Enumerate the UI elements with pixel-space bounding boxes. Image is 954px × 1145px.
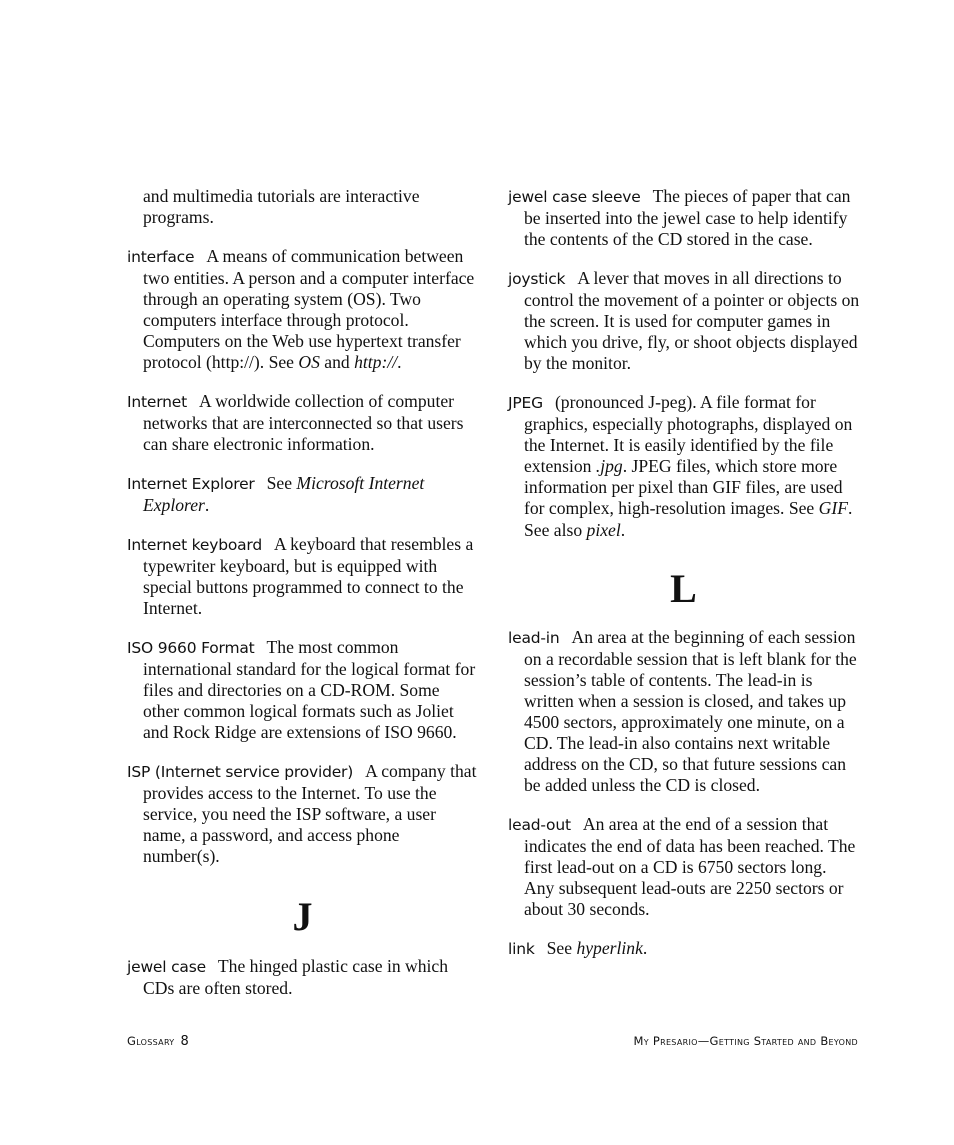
glossary-entry-iso-9660: ISO 9660 Format The most common international standard for the logical format for files and directories on a CD-ROM. Some other common logical formats such as Joliet and Rock Ridge are extensions of ISO 9660. [127, 636, 476, 742]
cross-reference: .jpg [595, 456, 623, 477]
glossary-entry-link: link See hyperlink. [508, 938, 648, 958]
page-number: 8 [180, 1034, 190, 1049]
entry-term: link [508, 940, 535, 958]
cross-reference: pixel [586, 519, 621, 540]
glossary-entry-joystick: joystick A lever that moves in all directions to control the movement of a pointer or objects on the screen. It is used for computer games in which you drive, fly, or shoot objects displayed by the monitor. [508, 267, 860, 374]
entry-term: lead-in [508, 628, 560, 647]
cross-reference: GIF [818, 498, 848, 519]
cross-reference: hyperlink [576, 938, 643, 958]
left-column [127, 186, 479, 1008]
cross-reference: OS [298, 352, 320, 373]
glossary-entry-jewel-case: jewel case The hinged plastic case in which CDs are often stored. [127, 956, 449, 999]
glossary-entry-interface: interface A means of communication between two entities. A person and a computer interface through an operating system (OS). Two computers interface through protocol. Computers on the Web use hypertext transfer protocol (http://). See OS and http://. [127, 245, 475, 373]
footer-book-title: My Presario—Getting Started and Beyond [633, 1034, 858, 1048]
section-letter-j: J [292, 894, 314, 940]
glossary-entry-jewel-case-sleeve: jewel case sleeve The pieces of paper that can be inserted into the jewel case to help identify the contents of the CD stored in the case. [508, 186, 851, 250]
entry-term: ISP (Internet service provider) [127, 762, 354, 781]
cross-reference: http:// [354, 352, 398, 373]
entry-term: lead-out [508, 815, 571, 834]
entry-term: ISO 9660 Format [127, 638, 255, 657]
glossary-entry-internet: Internet A worldwide collection of computer networks that are interconnected so that users can share electronic information. [127, 390, 464, 455]
cross-reference: Microsoft Internet Explorer [143, 472, 425, 515]
glossary-entry-internet-keyboard: Internet keyboard A keyboard that resembles a typewriter keyboard, but is equipped with special buttons programmed to connect to the Internet. [127, 533, 474, 618]
glossary-entry-jpeg: JPEG (pronounced J-peg). A file format for graphics, especially photographs, displayed on the Internet. It is easily identified by the file extension .jpg. JPEG files, which store more information per pixel than GIF files, are used for complex, high-resolution images. See GIF. See also pixel. [508, 391, 853, 540]
entry-term: Internet keyboard [127, 535, 262, 554]
entry-term: jewel case sleeve [508, 188, 641, 206]
footer-glossary-label: Glossary [127, 1034, 175, 1048]
entry-term: interface [127, 247, 195, 266]
glossary-entry-lead-out: lead-out An area at the end of a session that indicates the end of data has been reached. The first lead-out on a CD is 6750 sectors long. Any subsequent lead-outs are 2250 sectors or about 30 seconds. [508, 813, 856, 920]
continuation-text: and multimedia tutorials are interactive programs. [143, 186, 420, 228]
entry-term: JPEG [508, 393, 543, 412]
entry-term: joystick [508, 269, 566, 288]
footer-section-label [127, 1034, 189, 1049]
right-column [508, 186, 860, 969]
entry-term: Internet Explorer [127, 474, 255, 493]
glossary-entry-internet-explorer: Internet Explorer See Microsoft Internet Explorer. [127, 472, 425, 515]
glossary-entry-isp: ISP (Internet service provider) A company that provides access to the Internet. To use the service, you need the ISP software, a user name, a password, and access phone number(s). [127, 760, 477, 866]
entry-term: jewel case [127, 958, 206, 977]
section-letter-l: L [670, 565, 698, 611]
glossary-entry-lead-in: lead-in An area at the beginning of each session on a recordable session that is left blank for the session’s table of contents. The lead-in is written when a session is closed, and takes up 4500 sectors, approximately one minute, on a CD. The lead-in also contains next writable address on the CD, so that future sessions can be added unless the CD is closed. [508, 626, 857, 796]
entry-term: Internet [127, 392, 187, 411]
